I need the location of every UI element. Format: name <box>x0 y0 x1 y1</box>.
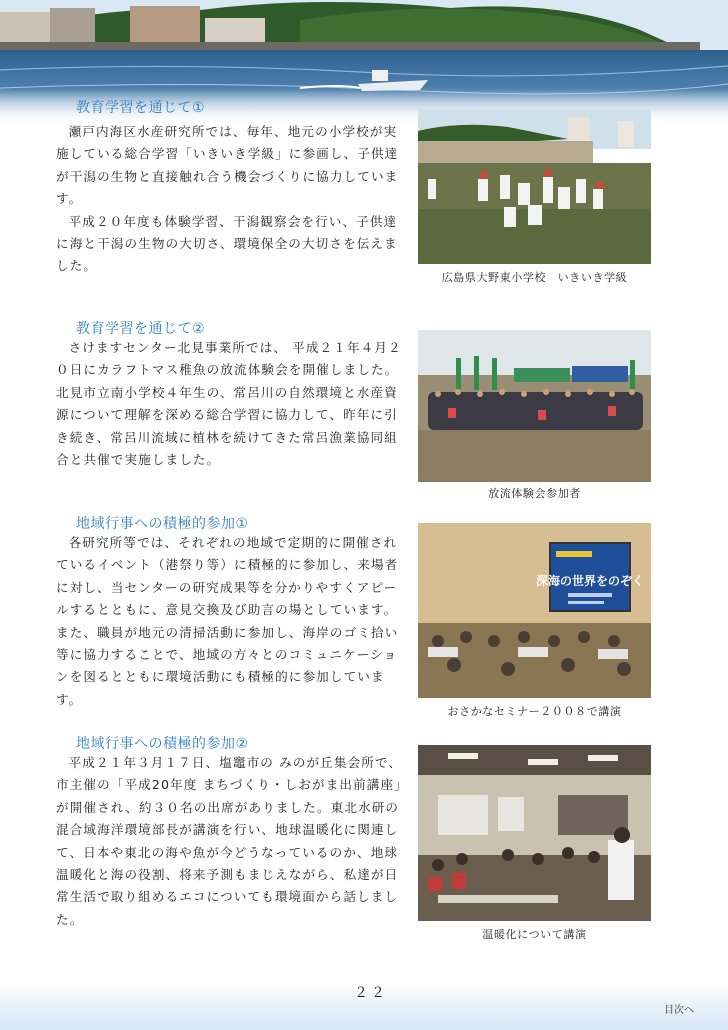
paragraph: さけますセンター北見事業所では、 平成２１年４月２０日にカラフトマス稚魚の放流体験会を開催しました。北見市立南小学校４年生の、常呂川の自然環境と水産資源について理解を深める総合学習に協力して、昨年に引き続き、常呂川流域に植林を続けてきた常呂漁業協同組合と共催で実施しました。 <box>56 340 402 468</box>
photo-caption: 広島県大野東小学校 いきいき学級 <box>441 271 628 284</box>
photo-caption: 放流体験会参加者 <box>488 487 581 500</box>
section-body <box>56 752 404 931</box>
paragraph: 平成２０年度も体験学習、干潟観察会を行い、子供達に海と干潟の生物の大切さ、環境保全の大切さを伝えました。 <box>56 213 398 274</box>
section-title: 地域行事への積極的参加① <box>76 516 249 532</box>
photo-fish-seminar <box>418 523 651 698</box>
section-body <box>56 121 404 278</box>
slide-title: 深海の世界をのぞく <box>535 574 645 588</box>
photo-caption: 温暖化について講演 <box>482 928 587 941</box>
paragraph: 各研究所等では、それぞれの地域で定期的に開催されているイベント（港祭り等）に積極的に参加し、来場者に対し、当センターの研究成果等を分かりやすくアピールするとともに、意見交換及び助言の場としています。また、職員が地元の清掃活動に参加し、海岸のゴミ拾い等に協力することで、地域の方々とのコミュニケーションを図るとともに環境活動にも積極的に参加しています。 <box>56 535 399 707</box>
section-body <box>56 337 404 471</box>
section-title: 教育学習を通じて② <box>76 321 206 337</box>
photo-warming-lecture <box>418 745 651 921</box>
photo-tidal-flat-class <box>418 109 651 264</box>
section-body <box>56 532 404 711</box>
section-title: 教育学習を通じて① <box>76 100 206 116</box>
page-number: ２２ <box>354 985 388 1001</box>
photo-caption: おさかなセミナー２００８で講演 <box>447 705 622 718</box>
photo-release-event <box>418 330 651 482</box>
paragraph: 瀬戸内海区水産研究所では、毎年、地元の小学校が実施している総合学習「いきいき学級」に参画し、子供達が干潟の生物と直接触れ合う機会づくりに協力しています。 <box>56 124 399 207</box>
toc-link[interactable]: 目次へ <box>664 1005 694 1016</box>
section-title: 地域行事への積極的参加② <box>76 736 249 752</box>
paragraph: 平成２１年３月１７日、塩竈市の みのが丘集会所で、市主催の「平成20年度 まちづくり・しおがま出前講座」が開催され、約３０名の出席がありました。東北水研の混合域海洋環境部長が講演を行い、地球温暖化に関連して、日本や東北の海や魚が今どうなっているのか、地球温暖化と海の役割、将来予測もまじえながら、私達が日常生活で取り組めるエコについても環境面から話しました。 <box>56 755 403 927</box>
